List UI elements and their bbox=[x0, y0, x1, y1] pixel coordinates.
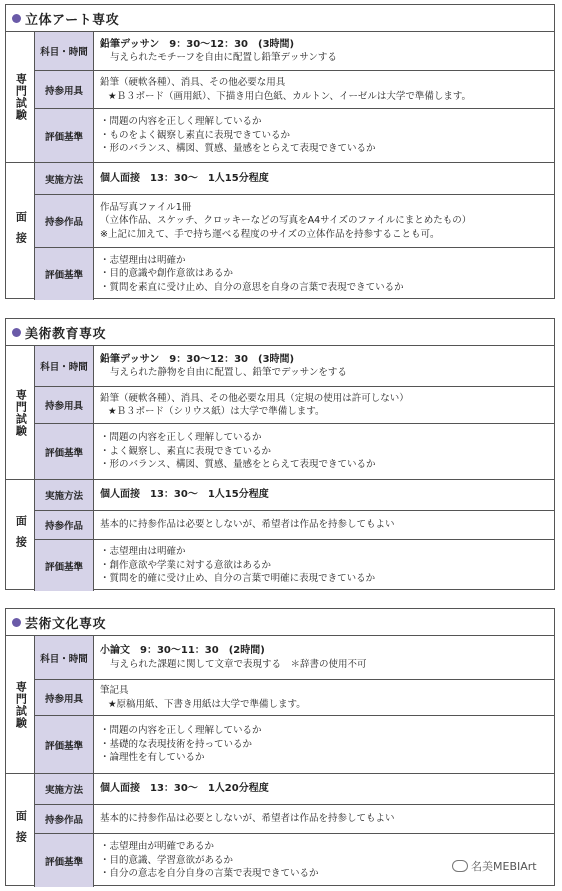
group-label: 専門試験 bbox=[6, 346, 35, 479]
watermark-text: 名美MEBIArt bbox=[471, 860, 537, 873]
row-line: 基本的に持参作品は必要としないが、希望者は作品を持参してもよい bbox=[100, 813, 395, 825]
row-line: 鉛筆デッサン 9：30〜12：30 (3時間) bbox=[100, 38, 295, 50]
section-title-text: 美術教育専攻 bbox=[25, 326, 107, 342]
row-line: ・目的意識、学習意欲があるか bbox=[100, 854, 234, 866]
row-criteria bbox=[35, 248, 554, 300]
row-line: ・基礎的な表現技術を持っているか bbox=[100, 738, 253, 750]
row-subject-time bbox=[35, 636, 554, 680]
row-works bbox=[35, 511, 554, 540]
row-label: 持参用具 bbox=[35, 680, 94, 715]
group-label: 専門試験 bbox=[6, 32, 35, 162]
row-label: 評価基準 bbox=[35, 248, 94, 300]
row-line: ・問題の内容を正しく理解しているか bbox=[100, 432, 262, 444]
row-line: 鉛筆（硬軟各種）、消具、その他必要な用具 bbox=[100, 77, 286, 88]
section-art-education bbox=[5, 318, 555, 590]
row-works bbox=[35, 805, 554, 834]
row-line: ・志望理由が明確であるか bbox=[100, 841, 215, 853]
row-line: ・志望理由は明確か bbox=[100, 546, 186, 558]
row-line: ・質問を素直に受け止め、自分の意思を自身の言葉で表現できているか bbox=[100, 281, 404, 293]
row-line: 筆記具 bbox=[100, 685, 129, 696]
row-label: 持参作品 bbox=[35, 805, 94, 833]
row-works bbox=[35, 195, 554, 248]
row-criteria bbox=[35, 716, 554, 773]
section-title-text: 立体アート専攻 bbox=[25, 12, 120, 28]
row-criteria bbox=[35, 109, 554, 162]
row-label: 評価基準 bbox=[35, 834, 94, 887]
row-line: ※上記に加えて、手で持ち運べる程度のサイズの立体作品を持参することも可。 bbox=[100, 228, 440, 240]
row-label: 実施方法 bbox=[35, 163, 94, 194]
row-line: ★Ｂ３ボード（シリウス紙）は大学で準備します。 bbox=[108, 406, 325, 417]
row-tools bbox=[35, 680, 554, 716]
group-exam bbox=[6, 32, 554, 163]
row-method bbox=[35, 480, 554, 511]
row-line: （立体作品、スケッチ、クロッキーなどの写真をA4サイズのファイルにまとめたもの） bbox=[100, 215, 472, 227]
row-line: 個人面接 13：30〜 1人15分程度 bbox=[100, 172, 269, 184]
row-line: 鉛筆デッサン 9：30〜12：30 (3時間) bbox=[100, 353, 295, 365]
group-interview bbox=[6, 163, 554, 300]
section-title bbox=[6, 609, 554, 636]
row-label: 持参用具 bbox=[35, 387, 94, 423]
row-line: 基本的に持参作品は必要としないが、希望者は作品を持参してもよい bbox=[100, 519, 395, 531]
row-label: 科目・時間 bbox=[35, 636, 94, 679]
row-subject-time bbox=[35, 32, 554, 71]
row-label: 実施方法 bbox=[35, 774, 94, 804]
row-line: ・創作意欲や学業に対する意欲はあるか bbox=[100, 559, 272, 571]
row-line: ・ものをよく観察し素直に表現できているか bbox=[100, 129, 291, 141]
row-line: 与えられた静物を自由に配置し、鉛筆でデッサンをする bbox=[110, 367, 347, 378]
group-exam bbox=[6, 346, 554, 480]
bullet-icon bbox=[12, 328, 21, 337]
row-line: ・志望理由は明確か bbox=[100, 254, 186, 266]
group-label: 面接 bbox=[6, 480, 35, 591]
row-tools bbox=[35, 71, 554, 109]
row-method bbox=[35, 163, 554, 195]
row-label: 持参作品 bbox=[35, 195, 94, 247]
group-label: 面接 bbox=[6, 774, 35, 887]
row-subject-time bbox=[35, 346, 554, 387]
row-line: ・論理性を有しているか bbox=[100, 752, 205, 764]
row-line: ・問題の内容を正しく理解しているか bbox=[100, 116, 262, 128]
row-line: ★原稿用紙、下書き用紙は大学で準備します。 bbox=[108, 698, 306, 710]
row-label: 評価基準 bbox=[35, 540, 94, 591]
row-line: 与えられた課題に関して文章で表現する ＊辞書の使用不可 bbox=[110, 658, 367, 670]
row-label: 実施方法 bbox=[35, 480, 94, 510]
row-label: 評価基準 bbox=[35, 424, 94, 479]
row-line: 個人面接 13：30〜 1人20分程度 bbox=[100, 783, 269, 795]
section-title bbox=[6, 5, 554, 32]
row-line: ・質問を的確に受け止め、自分の言葉で明確に表現できているか bbox=[100, 573, 376, 585]
row-criteria bbox=[35, 540, 554, 591]
row-line: ・よく観察し、素直に表現できているか bbox=[100, 445, 272, 457]
row-line: 与えられたモチーフを自由に配置し鉛筆デッサンする bbox=[110, 52, 337, 63]
row-label: 評価基準 bbox=[35, 716, 94, 773]
watermark bbox=[452, 858, 537, 874]
section-art-culture bbox=[5, 608, 555, 886]
row-line: ★Ｂ３ボード（画用紙）、下描き用白色紙、カルトン、イーゼルは大学で準備します。 bbox=[108, 90, 472, 102]
row-label: 科目・時間 bbox=[35, 346, 94, 386]
row-label: 持参用具 bbox=[35, 71, 94, 108]
row-tools bbox=[35, 387, 554, 424]
group-label: 面接 bbox=[6, 163, 35, 300]
row-line: 作品写真ファイル1冊 bbox=[100, 201, 192, 213]
group-exam bbox=[6, 636, 554, 774]
row-label: 科目・時間 bbox=[35, 32, 94, 70]
bullet-icon bbox=[12, 618, 21, 627]
section-title-text: 芸術文化専攻 bbox=[25, 616, 107, 632]
row-label: 持参作品 bbox=[35, 511, 94, 539]
row-line: 個人面接 13：30〜 1人15分程度 bbox=[100, 489, 269, 501]
row-line: ・形のバランス、構図、質感、量感をとらえて表現できているか bbox=[100, 143, 376, 155]
section-title bbox=[6, 319, 554, 346]
row-method bbox=[35, 774, 554, 805]
group-label: 専門試験 bbox=[6, 636, 35, 773]
row-line: 小論文 9：30〜11：30 (2時間) bbox=[100, 645, 265, 656]
bullet-icon bbox=[12, 14, 21, 23]
row-line: ・自分の意志を自分自身の言葉で表現できているか bbox=[100, 868, 319, 880]
chat-bubble-icon bbox=[452, 860, 468, 872]
row-label: 評価基準 bbox=[35, 109, 94, 162]
row-line: ・問題の内容を正しく理解しているか bbox=[100, 725, 262, 737]
section-sculpture bbox=[5, 4, 555, 299]
row-criteria bbox=[35, 424, 554, 479]
row-line: ・目的意識や創作意欲はあるか bbox=[100, 268, 234, 280]
row-line: ・形のバランス、構図、質感、量感をとらえて表現できているか bbox=[100, 459, 376, 471]
row-line: 鉛筆（硬軟各種）、消具、その他必要な用具（定規の使用は許可しない） bbox=[100, 392, 409, 404]
group-interview bbox=[6, 480, 554, 591]
